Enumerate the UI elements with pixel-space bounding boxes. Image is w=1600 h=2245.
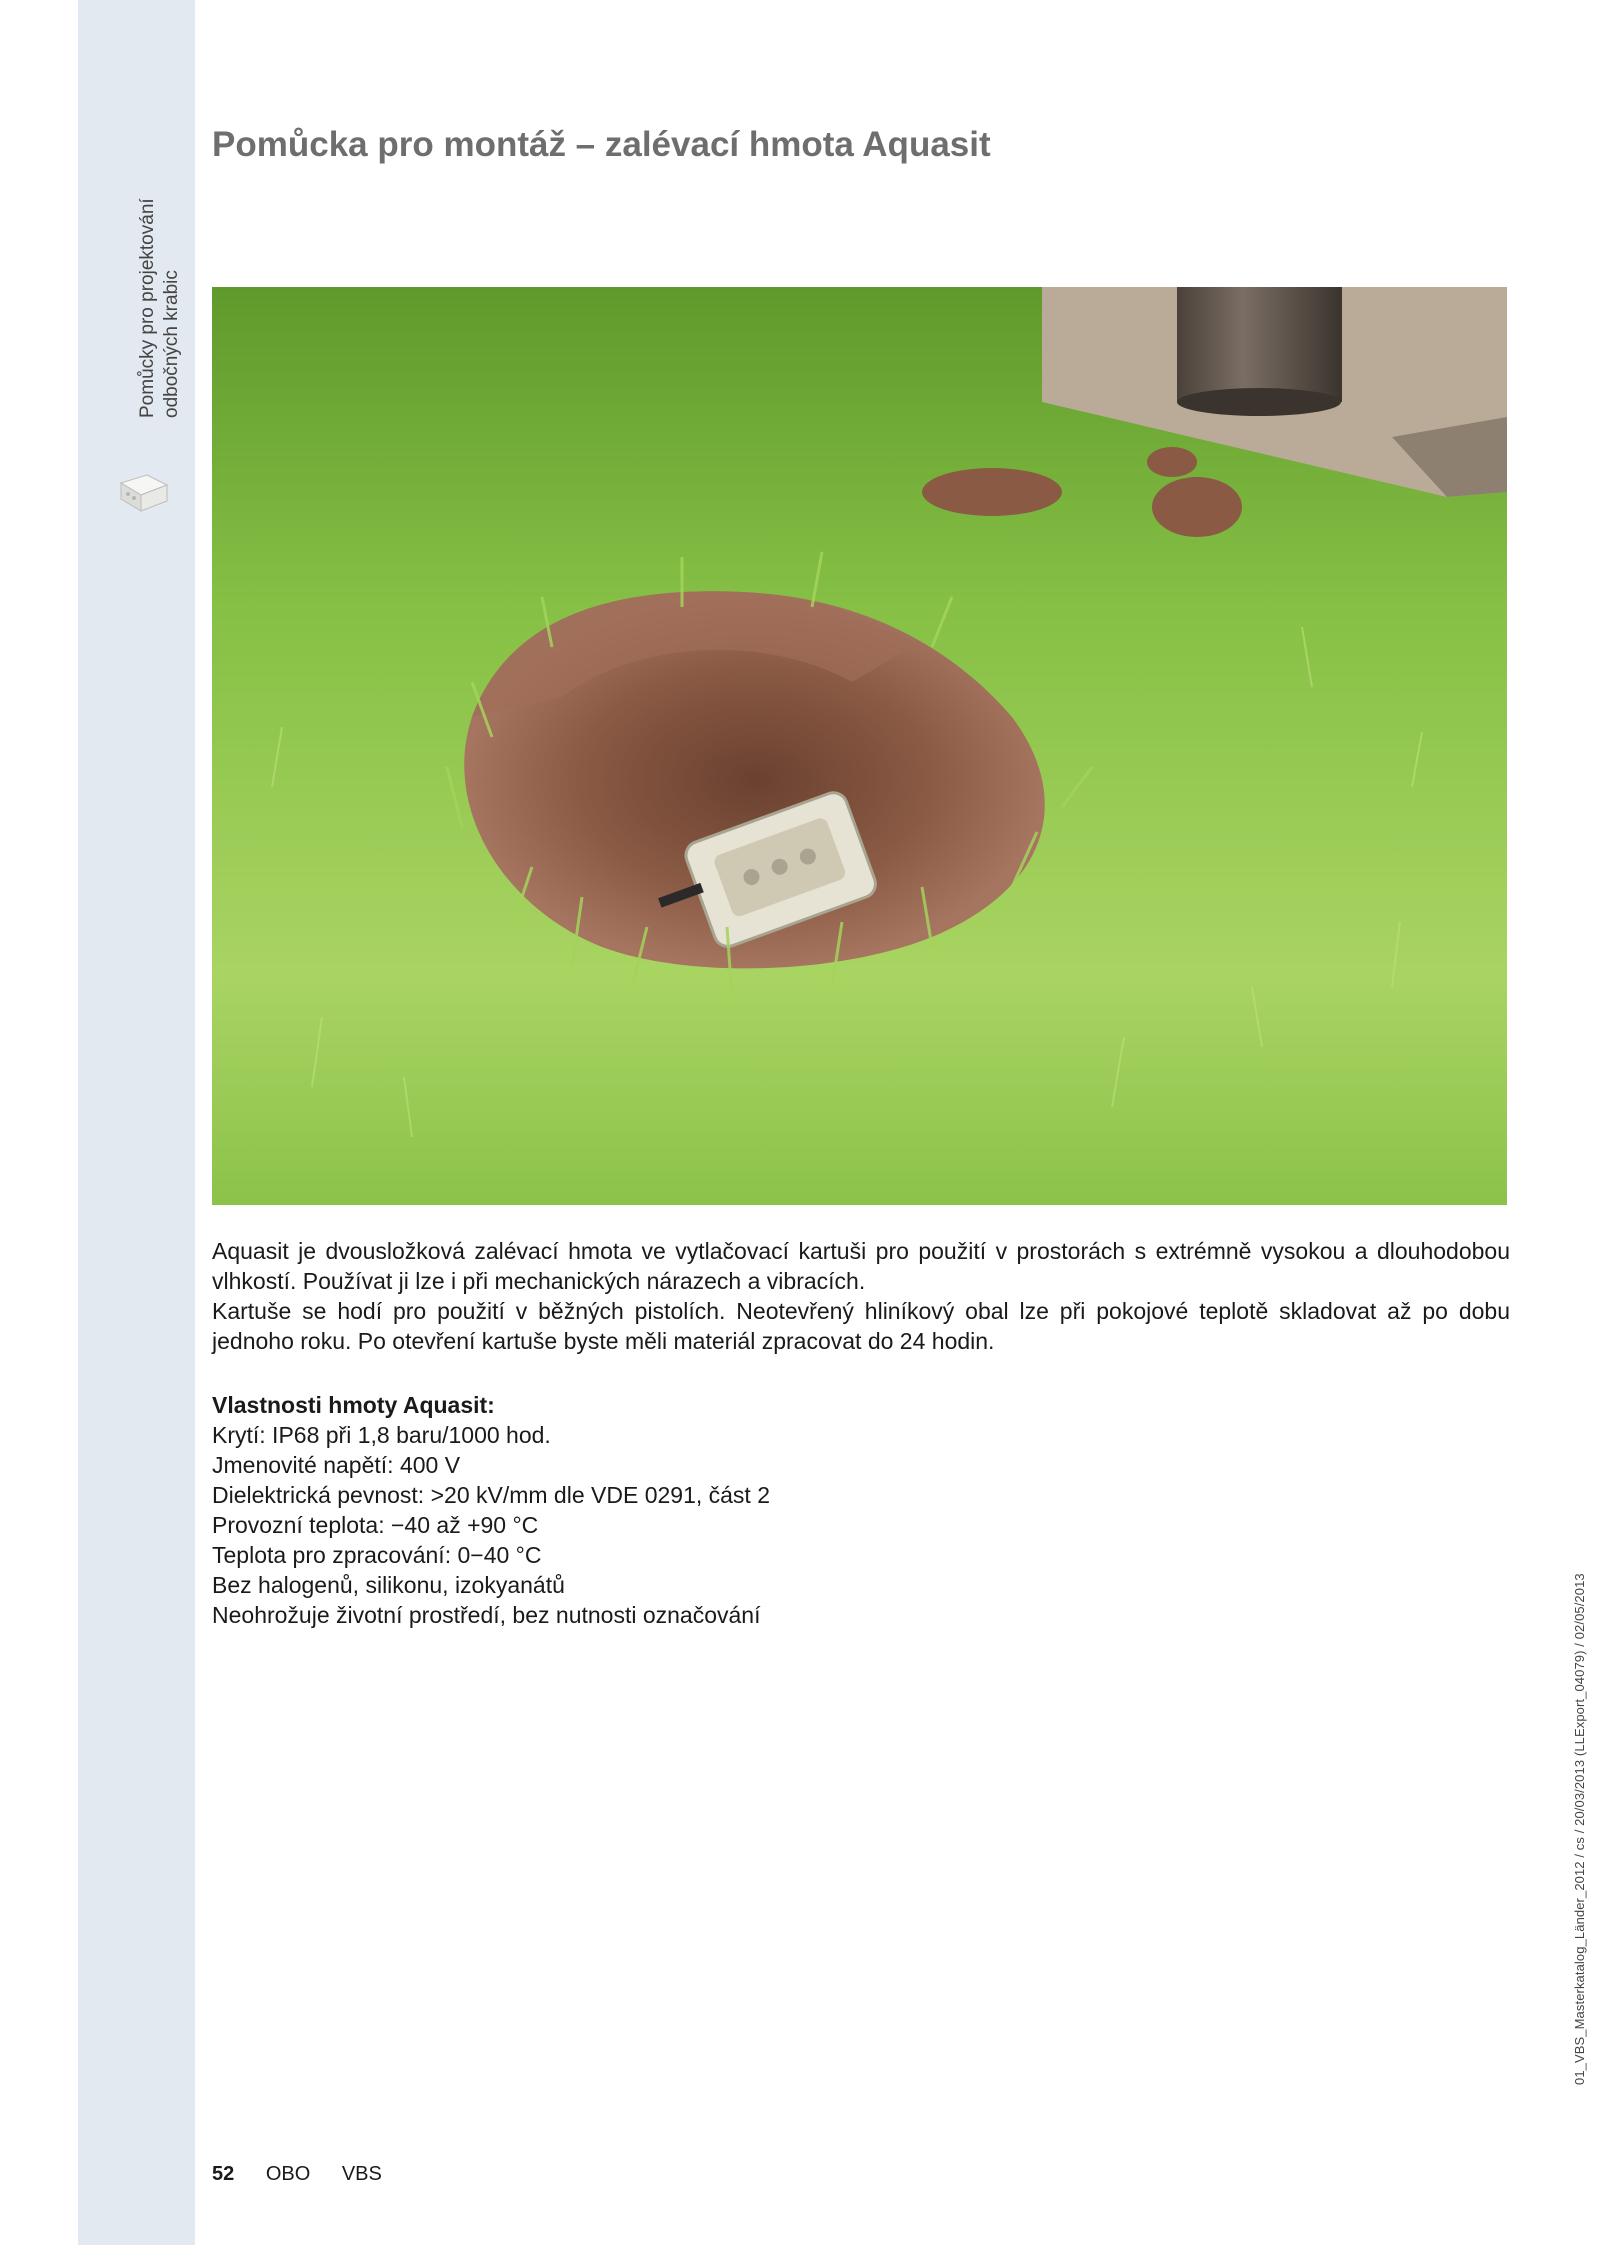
- property-item: Provozní teplota: −40 až +90 °C: [212, 1512, 539, 1538]
- page-title: Pomůcka pro montáž – zalévací hmota Aquasit: [212, 125, 991, 164]
- properties-heading: Vlastnosti hmoty Aquasit:: [212, 1392, 495, 1418]
- property-item: Teplota pro zpracování: 0−40 °C: [212, 1542, 542, 1568]
- properties-section: [212, 1390, 770, 1630]
- page-footer: [212, 2163, 382, 2186]
- property-item: Dielektrická pevnost: >20 kV/mm dle VDE 0291, část 2: [212, 1482, 771, 1508]
- catalog-name: VBS: [341, 2163, 382, 2185]
- property-item: Jmenovité napětí: 400 V: [212, 1452, 461, 1478]
- brand-name: OBO: [265, 2163, 311, 2185]
- properties-list: [212, 1420, 770, 1630]
- intro-paragraph-2: Kartuše se hodí pro použití v běžných pistolích. Neotevřený hliníkový obal lze při pokojové teplotě skladovat až po dobu jednoho roku. Po otevření kartuše byste měli materiál zpracovat do 24 hodin.: [212, 1298, 1510, 1354]
- intro-paragraph-1: Aquasit je dvousložková zalévací hmota ve vytlačovací kartuši pro použití v prostorách s extrémně vysokou a dlouhodobou vlhkostí. Používat ji lze i při mechanických nárazech a vibracích.: [212, 1238, 1510, 1294]
- property-item: Bez halogenů, silikonu, izokyanátů: [212, 1572, 565, 1598]
- intro-text: [212, 1236, 1510, 1356]
- property-item: Krytí: IP68 při 1,8 baru/1000 hod.: [212, 1422, 551, 1448]
- section-label-line1: Pomůcky pro projektování: [137, 198, 158, 418]
- page-number: 52: [212, 2163, 235, 2185]
- section-label-line2: odbočných krabic: [161, 270, 182, 418]
- property-item: Neohrožuje životní prostředí, bez nutnosti označování: [212, 1602, 761, 1628]
- section-label: [136, 198, 184, 418]
- product-photo: [212, 287, 1507, 1205]
- junction-box-icon: [115, 467, 171, 515]
- document-reference: 01_VBS_Masterkatalog_Länder_2012 / cs / 20/03/2013 (LLExport_04079) / 02/05/2013: [1572, 1573, 1587, 2085]
